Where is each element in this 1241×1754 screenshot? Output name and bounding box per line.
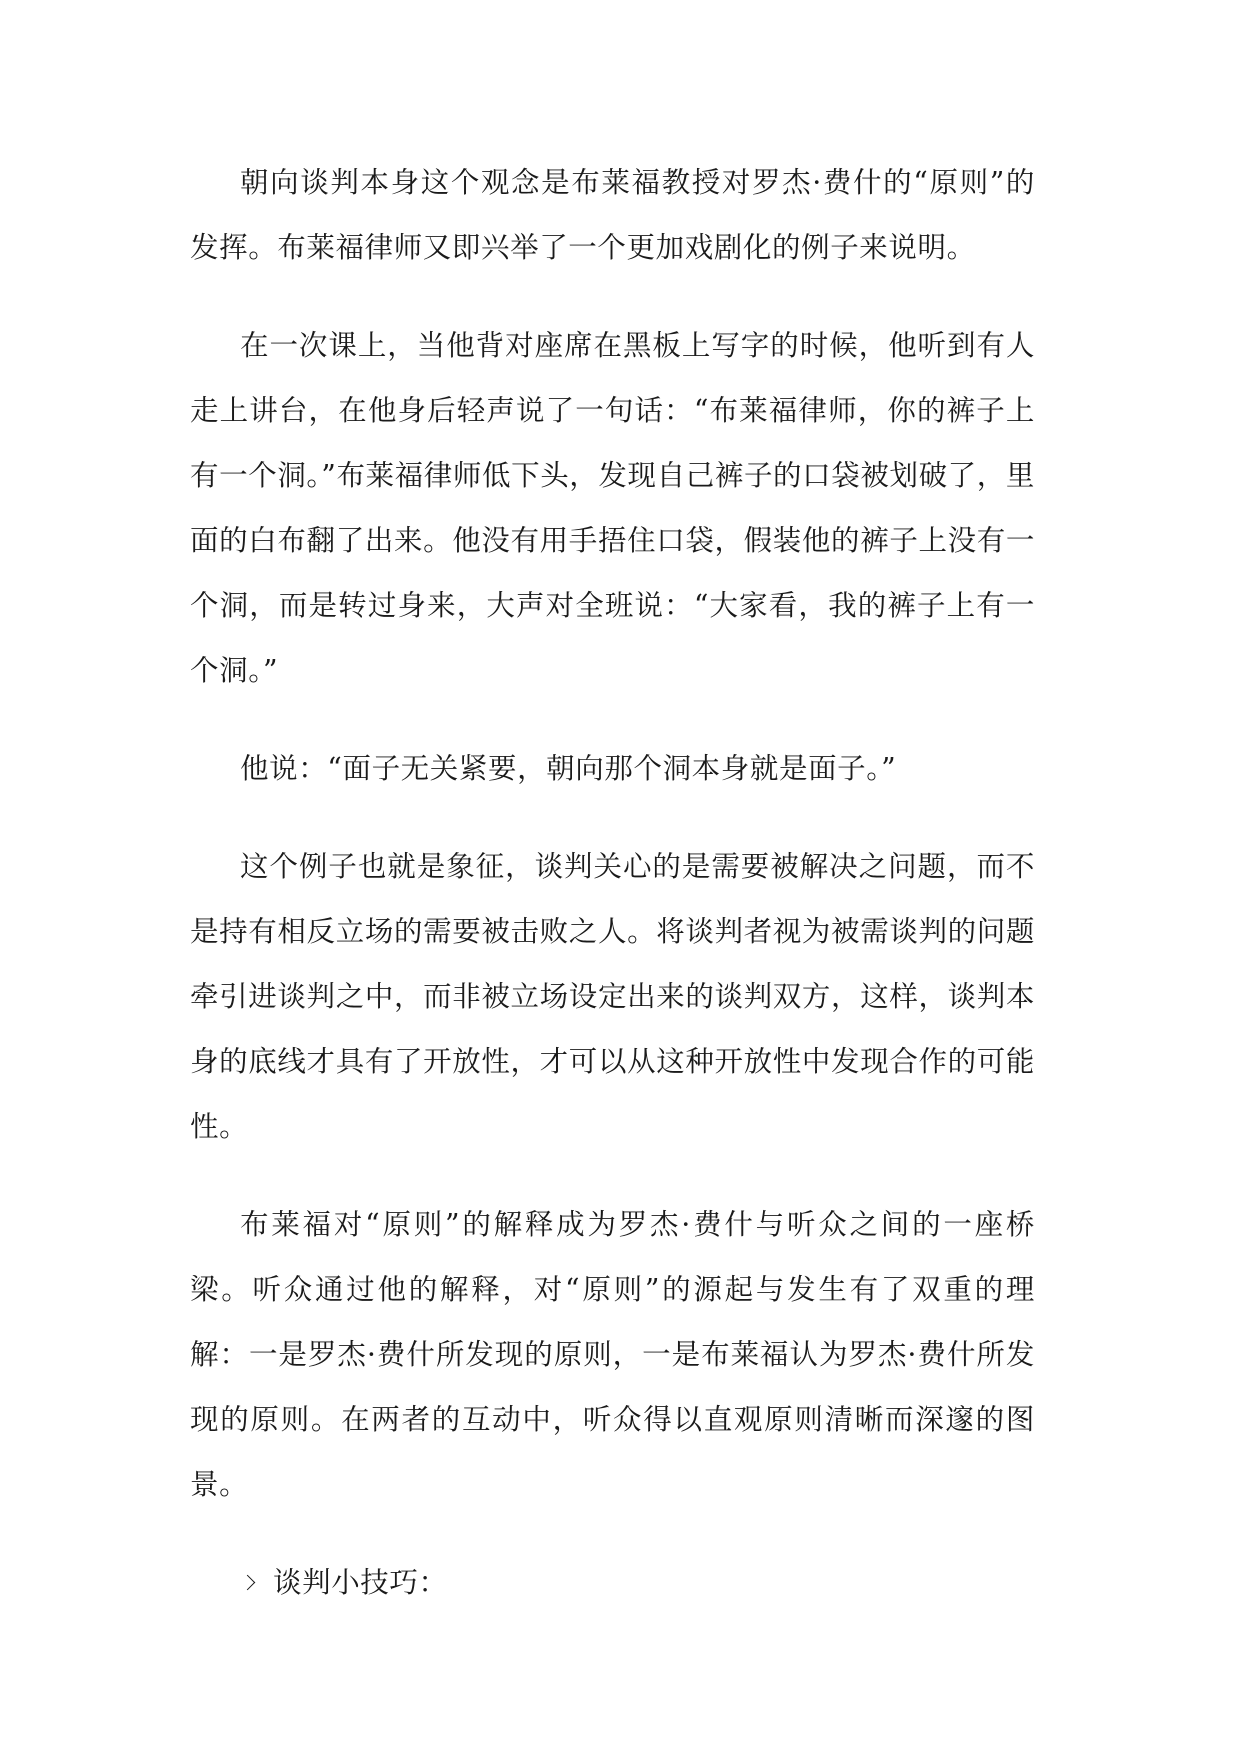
paragraph-1: 朝向谈判本身这个观念是布莱福教授对罗杰·费什的“原则”的发挥。布莱福律师又即兴举了一个更加戏剧化的例子来说明。 [190,166,1035,264]
document-body [190,150,1035,1615]
paragraph-4: 这个例子也就是象征，谈判关心的是需要被解决之问题，而不是持有相反立场的需要被击败之人。将谈判者视为被需谈判的问题牵引进谈判之中，而非被立场设定出来的谈判双方，这样，谈判本身的底线才具有了开放性，才可以从这种开放性中发现合作的可能性。 [190,850,1035,1143]
paragraph-3: 他说：“面子无关紧要，朝向那个洞本身就是面子。” [240,752,897,785]
tip-label: 谈判小技巧： [273,1566,448,1599]
chevron-right-icon [240,1575,256,1591]
paragraph-2: 在一次课上，当他背对座席在黑板上写字的时候，他听到有人走上讲台，在他身后轻声说了一句话：“布莱福律师，你的裤子上有一个洞。”布莱福律师低下头，发现自己裤子的口袋被划破了，里面的白布翻了出来。他没有用手捂住口袋，假装他的裤子上没有一个洞，而是转过身来，大声对全班说：“大家看，我的裤子上有一个洞。” [190,329,1035,687]
tip-heading [190,1550,1035,1615]
paragraph-5: 布莱福对“原则”的解释成为罗杰·费什与听众之间的一座桥梁。听众通过他的解释，对“原则”的源起与发生有了双重的理解：一是罗杰·费什所发现的原则，一是布莱福认为罗杰·费什所发现的原则。在两者的互动中，听众得以直观原则清晰而深邃的图景。 [190,1208,1035,1501]
